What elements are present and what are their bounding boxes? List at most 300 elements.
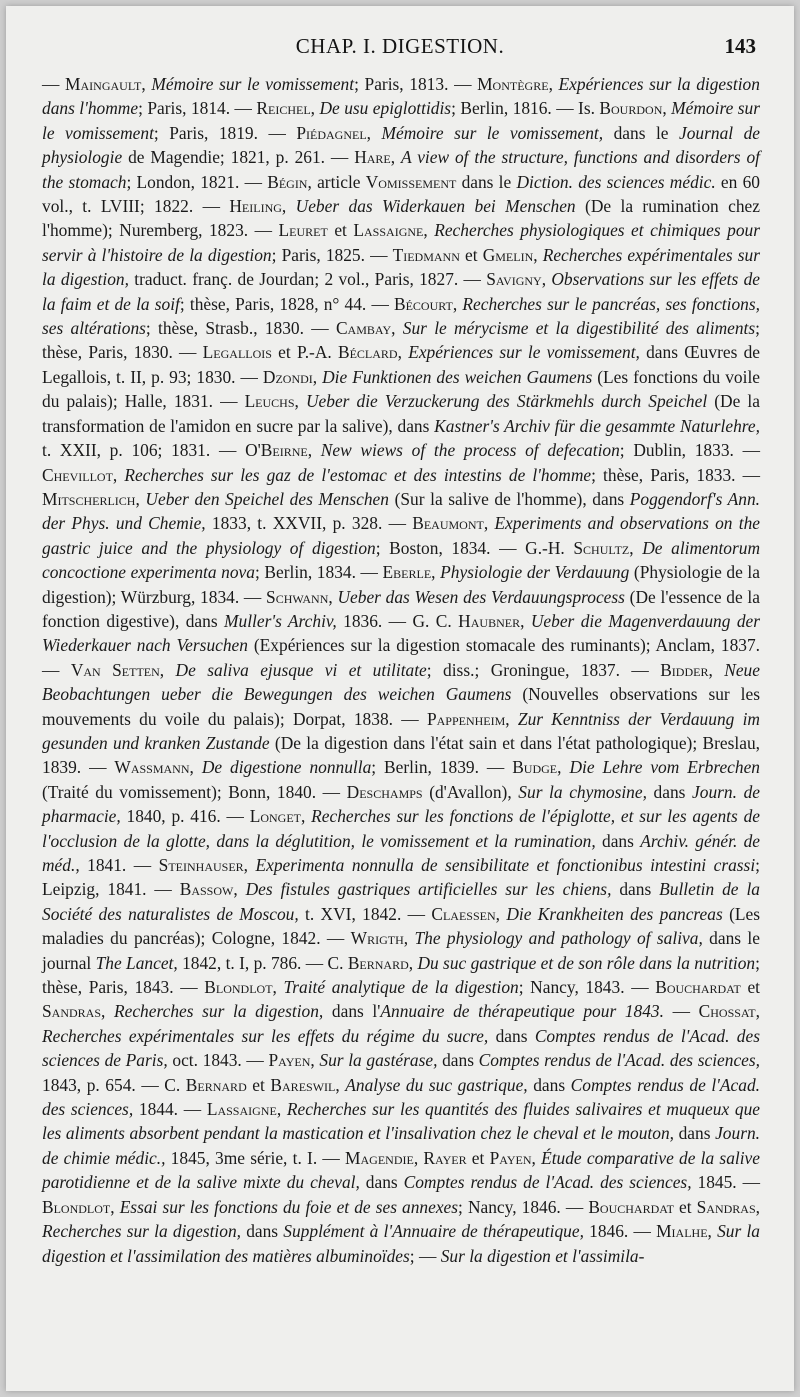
publication-details: (Les fonctions du voile du palais); Halle, 1831. xyxy=(42,366,760,412)
connector-text: , xyxy=(101,1001,114,1022)
publication-details: dans xyxy=(527,1074,571,1095)
connector-text: , xyxy=(307,440,321,461)
author-name: Payen xyxy=(268,1050,311,1071)
work-title: De digestione nonnulla xyxy=(201,757,372,778)
publication-details: oct. 1843. xyxy=(167,1050,247,1071)
work-title: Experiments and observations on the gastric juice and the physiology of digestion xyxy=(42,513,760,558)
entry-lead: — xyxy=(322,1147,346,1168)
publication-details: 1842, t. I, p. 786. xyxy=(177,952,306,973)
connector-text: , xyxy=(483,513,495,534)
publication-details: 1845, 3me série, t. I. xyxy=(165,1147,323,1168)
publication-details: ; Nancy, 1846. xyxy=(458,1196,566,1217)
author-name: Bernard xyxy=(347,952,409,973)
author-name: Chevillot xyxy=(42,464,113,485)
publication-details: ; thèse, Strasb., 1830. xyxy=(145,318,312,339)
connector-text: , xyxy=(531,1147,542,1168)
bibliography-entry xyxy=(42,74,454,94)
bibliography-entry xyxy=(322,1148,423,1168)
work-title: Supplément à l'Annuaire de thérapeutique, xyxy=(283,1221,584,1242)
work-title: Mémoire sur le vomissement xyxy=(42,98,760,143)
author-name: Eberle xyxy=(382,562,432,583)
work-title: Étude comparative de la salive parotidienne et de la salive mixte du cheval, xyxy=(42,1147,760,1193)
bibliography-entry xyxy=(235,98,557,118)
bibliography-entry xyxy=(283,1221,633,1241)
work-title: Journal de physiologie xyxy=(42,122,760,168)
publication-details: dans xyxy=(595,830,641,851)
publication-details: ; thèse, Paris, 1830. xyxy=(42,318,760,363)
entry-lead: — xyxy=(202,196,230,217)
entry-lead: — xyxy=(243,586,267,607)
connector-text: et xyxy=(673,1196,697,1217)
work-title: Sur la digestion et l'assimila- xyxy=(440,1245,645,1266)
author-name: Leuret xyxy=(278,220,328,241)
work-title: New wiews of the process of defecation xyxy=(320,440,620,461)
work-title: Die Krankheiten des pancreas xyxy=(506,903,723,924)
publication-details: (De la digestion dans l'état sain et dans l'état pathologique); Breslau, 1839. xyxy=(42,732,760,778)
author-name: Reichel xyxy=(256,98,311,119)
bibliography-entry xyxy=(631,977,760,997)
author-name: Mitscherlich xyxy=(42,488,136,509)
connector-text: , xyxy=(110,1196,120,1217)
publication-details: de Magendie; 1821, p. 261. xyxy=(122,147,331,168)
connector-text: , xyxy=(629,537,643,558)
bibliography-entry xyxy=(566,1197,697,1217)
connector-text: , xyxy=(557,757,570,778)
work-title: Comptes rendus de l'Acad. des sciences, xyxy=(403,1172,692,1193)
work-title: Neue Beobachtungen ueber die Bewegungen des weichen Gaumens xyxy=(42,659,760,705)
publication-details: ; Paris, 1814. xyxy=(138,98,235,119)
work-title: Diction. des sciences médic. xyxy=(516,171,716,192)
connector-text: et P.-A. xyxy=(271,342,338,363)
connector-text: , xyxy=(391,318,403,339)
connector-text: , xyxy=(755,1196,760,1217)
bibliography-entry xyxy=(423,1148,489,1168)
work-title: Sur la chymosine, xyxy=(518,781,647,802)
publication-details: ; — xyxy=(409,1245,441,1266)
connector-text: et xyxy=(246,1074,271,1095)
author-name: Maingault xyxy=(65,74,142,94)
bibliography-entry xyxy=(96,953,306,973)
publication-details: (De l'essence de la fonction digestive), dans xyxy=(42,586,760,631)
publication-details: ; diss.; Groningue, 1837. xyxy=(426,659,632,680)
work-title: De alimentorum concoctione experimenta nova xyxy=(42,537,760,583)
work-title: Comptes rendus de l'Acad. des sciences, xyxy=(478,1050,760,1071)
bibliography-entry xyxy=(268,123,679,143)
publication-details: ; thèse, Paris, 1833. xyxy=(591,464,743,485)
connector-text: , xyxy=(243,855,256,875)
work-title: Essai sur les fonctions du foie et de ses annexes xyxy=(119,1196,459,1217)
entry-lead: — xyxy=(463,269,487,290)
connector-text: , xyxy=(452,293,463,314)
author-name: Steinhauser xyxy=(158,855,244,875)
work-title: Recherches sur les fonctions de l'épiglotte, et sur les agents de l'occlusion de la glotte, dans la déglutition, le vomissement et la rumination, xyxy=(42,806,760,851)
author-name: Bégin xyxy=(267,171,308,192)
publication-details: (Physiologie de la digestion); Würzburg, 1834. xyxy=(42,562,760,607)
connector-text: , xyxy=(159,659,176,680)
work-title: Archiv. génér. de méd., xyxy=(42,830,761,875)
work-title: Traité analytique de la digestion xyxy=(283,977,519,998)
author-name: Bernard xyxy=(185,1074,247,1095)
bibliography-entry xyxy=(180,977,631,997)
entry-lead: — xyxy=(234,98,257,119)
author-name: Vomissement xyxy=(365,171,457,192)
publication-details: dans xyxy=(674,1123,716,1144)
entry-lead: — xyxy=(179,342,203,363)
connector-text: , xyxy=(366,122,382,143)
entry-lead: — G. C. xyxy=(388,610,459,631)
work-title: Journ. de chimie médic., xyxy=(42,1123,760,1168)
work-title: Recherches expérimentales sur la digestion, xyxy=(42,244,760,290)
connector-text: , xyxy=(135,488,146,509)
entry-lead: — xyxy=(42,74,66,94)
connector-text: , xyxy=(328,586,338,607)
connector-text: , xyxy=(281,196,296,217)
entry-lead: — xyxy=(631,977,656,998)
entry-lead: — xyxy=(133,855,159,875)
author-name: Beaumont xyxy=(412,513,484,534)
connector-text: , xyxy=(310,98,320,119)
author-name: Deschamps xyxy=(346,781,423,802)
entry-lead: — xyxy=(672,1001,699,1022)
connector-text: et xyxy=(740,977,761,998)
entry-lead: — xyxy=(565,1196,589,1217)
publication-details: dans xyxy=(611,879,660,900)
author-name: Claessen xyxy=(431,903,496,924)
connector-text: , xyxy=(423,220,435,241)
bibliography-entry xyxy=(441,1246,645,1266)
publication-details: ; Paris, 1813. xyxy=(354,74,455,94)
work-title: Die Funktionen des weichen Gaumens xyxy=(322,366,593,387)
connector-text: , xyxy=(403,928,415,949)
bibliography-entry xyxy=(219,440,743,460)
work-title: Physiologie der Verdauung xyxy=(440,562,630,583)
connector-text: , xyxy=(541,269,552,290)
connector-text: , xyxy=(431,562,441,583)
author-name: Legallois xyxy=(202,342,272,363)
connector-text: , xyxy=(397,342,409,363)
author-name: Sandras xyxy=(42,1001,102,1022)
bibliography-text xyxy=(42,72,760,1268)
work-title: Mémoire sur le vomissement xyxy=(151,74,355,94)
author-name: Van Setten xyxy=(70,659,160,680)
entry-lead: — C. xyxy=(141,1074,186,1095)
bibliography-entry xyxy=(246,1050,478,1070)
entry-lead: — xyxy=(401,708,427,729)
connector-text: , xyxy=(294,391,306,412)
connector-text: , xyxy=(272,977,284,998)
connector-text: , xyxy=(408,952,418,973)
connector-text: , xyxy=(707,1221,718,1242)
work-title: Sur la gastérase, xyxy=(319,1050,438,1071)
publication-details: (De la transformation de l'amidon en sucre par la salive), dans xyxy=(42,391,760,436)
work-title: Expériences sur le vomissement, xyxy=(408,342,640,363)
connector-text: , xyxy=(520,610,531,631)
entry-lead: — xyxy=(486,757,513,778)
publication-details: 1841. xyxy=(79,855,134,875)
bibliography-entry xyxy=(370,245,483,265)
bibliography-entry xyxy=(154,879,659,899)
connector-text: , xyxy=(505,708,518,729)
publication-details: ; thèse, Paris, 1828, n° 44. xyxy=(179,293,372,314)
work-title: Ueber den Speichel des Menschen xyxy=(145,488,389,509)
publication-details: ; London, 1821. xyxy=(126,171,245,192)
author-name: Haubner xyxy=(458,610,521,631)
connector-text: , xyxy=(312,366,323,387)
work-title: Du suc gastrique et de son rôle dans la nutrition xyxy=(417,952,756,973)
entry-lead: — xyxy=(388,513,413,534)
bibliography-entry xyxy=(141,1075,270,1095)
work-title: Poggendorf's Ann. der Phys. und Chemie, xyxy=(42,488,761,534)
work-title: Recherches sur la digestion, xyxy=(114,1001,324,1022)
connector-text: , xyxy=(390,147,401,168)
work-title: Expériences sur la digestion dans l'homme xyxy=(42,74,760,119)
author-name: Heiling xyxy=(229,196,282,217)
connector-text: , xyxy=(755,1001,760,1022)
publication-details: (Les maladies du pancréas); Cologne, 1842. xyxy=(42,903,760,949)
bibliography-entry xyxy=(89,757,487,777)
author-name: Bidder xyxy=(660,659,709,680)
bibliography-entry xyxy=(380,1001,672,1021)
publication-details: 1833, t. XXVII, p. 328. xyxy=(205,513,389,534)
author-name: Bourdon xyxy=(599,98,663,119)
connector-text: , xyxy=(141,74,152,94)
author-name: Payen xyxy=(489,1147,532,1168)
author-name: Bareswil xyxy=(270,1074,336,1095)
author-name: Montègre xyxy=(477,74,549,94)
author-name: Bouchardat xyxy=(655,977,741,998)
author-name: Budge xyxy=(512,757,558,778)
author-name: Wassmann xyxy=(114,757,190,778)
work-title: The physiology and pathology of saliva, xyxy=(414,928,703,949)
entry-lead: — xyxy=(371,293,394,314)
connector-text: dans le xyxy=(456,171,517,192)
entry-lead: — xyxy=(742,1172,760,1193)
bibliography-entry xyxy=(245,172,366,192)
publication-details: (De la rumination chez l'homme); Nuremberg, 1823. xyxy=(42,196,760,241)
entry-lead: — xyxy=(742,440,760,461)
publication-details: ; Boston, 1834. xyxy=(375,537,500,558)
entry-lead: — xyxy=(254,220,279,241)
author-name: O'Beirne xyxy=(245,440,308,461)
connector-text: , xyxy=(495,903,507,924)
author-name: Hare xyxy=(354,147,391,168)
author-name: Gmelin xyxy=(482,244,534,265)
entry-lead: — xyxy=(326,928,351,949)
work-title: Recherches sur le pancréas, ses fonctions, ses altérations xyxy=(42,293,760,339)
author-name: Chossat xyxy=(698,1001,756,1022)
entry-lead: — xyxy=(42,659,71,680)
work-title: Ueber das Wesen des Verdauungsprocess xyxy=(337,586,625,607)
publication-details: (Expériences sur la digestion stomacale des ruminants); Anclam, 1837. xyxy=(247,635,760,656)
entry-lead: — xyxy=(180,977,205,998)
entry-lead: — xyxy=(311,318,336,339)
publication-details: ; Nancy, 1843. xyxy=(518,977,632,998)
publication-details: ; Berlin, 1816. xyxy=(451,98,557,119)
publication-details: traduct. franç. de Jourdan; 2 vol., Paris, 1827. xyxy=(128,269,464,290)
connector-text: , xyxy=(233,879,246,900)
author-name: Bouchardat xyxy=(588,1196,674,1217)
publication-details: (Sur la salive de l'homme), dans xyxy=(388,488,630,509)
work-title: Recherches expérimentales sur les effets du régime du sucre, xyxy=(42,1025,489,1046)
author-name: Lassaigne xyxy=(353,220,424,241)
publication-details: dans le journal xyxy=(42,928,760,973)
entry-lead: — xyxy=(220,391,245,412)
running-head xyxy=(6,34,794,66)
entry-lead: — G.-H. xyxy=(499,537,574,558)
publication-details: 1846. xyxy=(583,1221,634,1242)
publication-details: dans xyxy=(240,1221,284,1242)
work-title: Observations sur les effets de la faim et de la soif xyxy=(42,269,760,314)
connector-text: , xyxy=(276,1099,287,1120)
author-name: Bassow xyxy=(179,879,234,900)
work-title: The Lancet, xyxy=(95,952,178,973)
chapter-title: CHAP. I. DIGESTION. xyxy=(295,34,505,58)
entry-lead: — xyxy=(89,757,115,778)
author-name: Tiedmann xyxy=(392,244,460,265)
work-title: Kastner's Archiv für die gesammte Naturlehre, xyxy=(434,415,760,436)
work-title: Mémoire sur le vomissement, xyxy=(381,122,604,143)
publication-details: en 60 vol., t. LVIII; 1822. xyxy=(42,171,760,217)
entry-lead: — xyxy=(370,244,393,265)
work-title: Ueber das Widerkauen bei Menschen xyxy=(295,196,576,217)
entry-lead: — xyxy=(244,171,268,192)
work-title: Comptes rendus de l'Acad. des sciences, xyxy=(42,1074,760,1120)
work-title: Sur la digestion et l'assimilation des matières albuminoïdes xyxy=(42,1221,760,1266)
connector-text: et xyxy=(327,220,354,241)
author-name: Dzondi xyxy=(262,366,313,387)
entry-lead: — xyxy=(218,440,246,461)
publication-details: dans le xyxy=(603,122,679,143)
bibliography-entry xyxy=(404,1172,743,1192)
work-title: Ueber die Verzuckerung des Stärkmehls durch Speichel xyxy=(305,391,708,412)
publication-details: ; Berlin, 1839. xyxy=(371,757,487,778)
connector-text: , xyxy=(189,757,202,778)
publication-details: dans l' xyxy=(323,1001,381,1022)
author-name: Sandras xyxy=(696,1196,756,1217)
connector-text: , article xyxy=(307,171,366,192)
author-name: Schultz xyxy=(573,537,630,558)
connector-text: , xyxy=(662,98,672,119)
work-title: Annuaire de thérapeutique pour 1843. xyxy=(380,1001,664,1022)
entry-lead: — xyxy=(742,464,760,485)
entry-lead: — xyxy=(360,562,383,583)
entry-lead: — Is. xyxy=(556,98,600,119)
publication-details: 1840, p. 416. xyxy=(120,806,227,827)
connector-text: , xyxy=(310,1050,320,1071)
publication-details: dans xyxy=(359,1172,404,1193)
work-title: Recherches sur les quantités des fluides salivaires et muqueux que les aliments absorbent pendant la mastication et l'insalivation chez le cheval et le mouton, xyxy=(42,1099,760,1144)
work-title: A view of the structure, functions and disorders of the stomach xyxy=(42,147,760,192)
work-title: Journ. de pharmacie, xyxy=(42,781,760,827)
publication-details: (Nouvelles observations sur les mouvements du voile du palais); Dorpat, 1838. xyxy=(42,684,760,729)
author-name: Savigny xyxy=(486,269,542,290)
connector-text: , xyxy=(708,659,725,680)
author-name: Bécourt xyxy=(394,293,453,314)
connector-text: , xyxy=(301,806,312,827)
author-name: Leuchs xyxy=(244,391,295,412)
work-title: Sur le mérycisme et la digestibilité des aliments xyxy=(402,318,756,339)
bibliography-entry xyxy=(224,611,389,631)
publication-details: dans xyxy=(646,781,693,802)
entry-lead: — xyxy=(240,366,263,387)
publication-details: 1843, p. 654. xyxy=(42,1074,142,1095)
connector-text: , xyxy=(533,244,543,265)
publication-details: 1844. xyxy=(133,1099,184,1120)
work-title: De saliva ejusque vi et utilitate xyxy=(175,659,427,680)
author-name: Lassaigne xyxy=(206,1099,277,1120)
connector-text: et xyxy=(466,1147,490,1168)
connector-text: , xyxy=(548,74,559,94)
connector-text: , xyxy=(112,464,125,485)
work-title: Ueber die Magenverdauung der Wiederkauer nach Versuchen xyxy=(42,610,760,656)
publication-details xyxy=(664,1001,673,1021)
author-name: Longet xyxy=(249,806,301,827)
work-title: Recherches physiologiques et chimiques pour servir à l'histoire de la digestion xyxy=(42,220,760,265)
book-page xyxy=(6,6,794,1391)
publication-details: (Traité du vomissement); Bonn, 1840. xyxy=(42,781,323,802)
author-name: Blondlot xyxy=(204,977,273,998)
entry-lead: — xyxy=(322,781,347,802)
author-name: Magendie xyxy=(345,1147,414,1168)
connector-text: (d'Avallon), xyxy=(422,781,519,802)
author-name: Rayer xyxy=(423,1147,467,1168)
publication-details: ; Paris, 1819. xyxy=(153,122,269,143)
entry-lead: — xyxy=(183,1099,207,1120)
author-name: Piédagnel xyxy=(296,122,367,143)
author-name: Cambay xyxy=(335,318,392,339)
author-name: Pappenheim xyxy=(426,708,506,729)
entry-lead: — xyxy=(330,147,355,168)
connector-text: et xyxy=(459,244,483,265)
connector-text: , xyxy=(335,1074,346,1095)
author-name: Schwann xyxy=(266,586,329,607)
publication-details: t. XXII, p. 106; 1831. xyxy=(42,440,219,461)
work-title: Comptes rendus de l'Acad. des sciences de Paris, xyxy=(42,1025,760,1071)
author-name: Béclard xyxy=(338,342,398,363)
entry-lead: — xyxy=(154,879,180,900)
publication-details: 1845. xyxy=(691,1172,743,1193)
publication-details: dans Œuvres de Legallois, t. II, p. 93; 1830. xyxy=(42,342,760,387)
work-title: Recherches sur les gaz de l'estomac et des intestins de l'homme xyxy=(124,464,592,485)
page-number: 143 xyxy=(724,34,756,58)
work-title: Bulletin de la Société des naturalistes de Moscou, xyxy=(42,879,760,924)
publication-details: ; Berlin, 1834. xyxy=(254,562,361,583)
entry-lead: — xyxy=(246,1050,269,1071)
entry-lead: — xyxy=(268,122,297,143)
publication-details: ; Leipzig, 1841. xyxy=(42,855,760,900)
bibliography-entry xyxy=(323,782,692,802)
author-name: Blondlot xyxy=(42,1196,111,1217)
entry-lead: — xyxy=(454,74,478,94)
bibliography-entry xyxy=(270,1075,570,1095)
bibliography-entry xyxy=(42,1001,380,1021)
publication-details: 1836. xyxy=(336,610,389,631)
entry-lead: — xyxy=(631,659,661,680)
entry-lead: — C. xyxy=(305,952,348,973)
bibliography-entry xyxy=(255,220,354,240)
bibliography-entry xyxy=(179,342,338,362)
author-name: Wrigth xyxy=(350,928,404,949)
entry-lead: — xyxy=(226,806,250,827)
work-title: Des fistules gastriques artificielles sur les chiens, xyxy=(245,879,612,900)
connector-text: , xyxy=(413,1147,424,1168)
work-title: De usu epiglottidis xyxy=(319,98,452,119)
publication-details: dans xyxy=(488,1025,535,1046)
author-name: Mialhe xyxy=(656,1221,708,1242)
work-title: Muller's Archiv, xyxy=(224,610,337,631)
work-title: Die Lehre vom Erbrechen xyxy=(569,757,761,778)
publication-details: ; thèse, Paris, 1843. xyxy=(42,952,760,998)
